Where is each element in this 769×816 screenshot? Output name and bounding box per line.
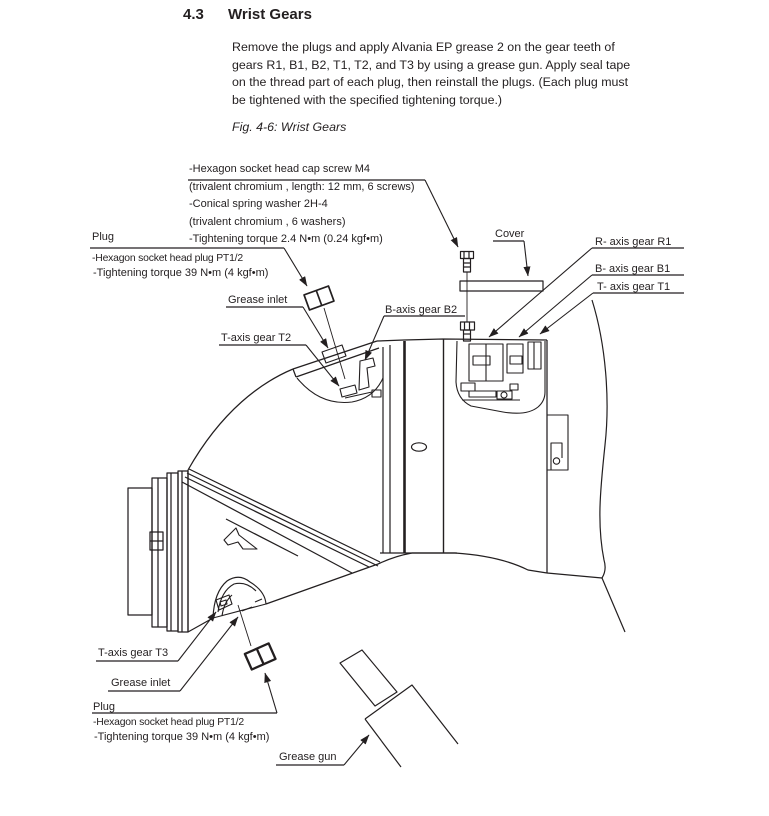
arm-silhouette [592,300,625,632]
bracket-detail [547,415,568,470]
body-line: Remove the plugs and apply Alvania EP grease 2 on the gear teeth of [232,40,615,54]
screw-note-line: -Conical spring washer 2H-4 [189,198,328,211]
body-line: on the thread part of each plug, then reinstall the plugs. (Each plug must [232,75,629,89]
plug-note-top-title: Plug [92,231,115,243]
plug-note-top-line: -Tightening torque 39 N•m (4 kgf•m) [93,267,269,279]
cap-screw-icon [461,252,475,342]
wrist-body [182,339,602,632]
plug-note-bottom-title: Plug [93,701,116,713]
label-gear-t1: T- axis gear T1 [597,281,671,293]
label-gear-r1: R- axis gear R1 [595,236,672,248]
plug-icon-top [304,286,334,310]
body-line: be tightened with the specified tightening torque.) [232,92,503,107]
plug-note-bottom-line: -Hexagon socket head plug PT1/2 [93,717,244,728]
screw-note-line: -Hexagon socket head cap screw M4 [189,163,370,175]
label-cover: Cover [495,228,525,240]
body-paragraph [232,39,630,109]
screw-note-line: (trivalent chromium , 6 washers) [189,215,346,228]
plug-note-bottom-line: -Tightening torque 39 N•m (4 kgf•m) [94,731,270,743]
label-grease-inlet-top: Grease inlet [228,294,288,306]
label-grease-gun: Grease gun [279,751,337,763]
plug-icon-bottom [245,643,276,669]
label-gear-b1: B- axis gear B1 [595,263,671,275]
grease-gun-icon [340,650,458,767]
label-gear-t3: T-axis gear T3 [98,647,169,659]
center-band [380,339,457,553]
screw-note-line: -Tightening torque 2.4 N•m (0.24 kgf•m) [189,233,383,246]
axis-lines [238,272,467,646]
label-gear-t2: T-axis gear T2 [221,332,292,344]
wrist-flange [128,471,188,632]
section-title: Wrist Gears [228,6,312,23]
plug-note-top-line: -Hexagon socket head plug PT1/2 [92,253,243,264]
section-number: 4.3 [183,6,204,23]
screw-note-line: (trivalent chromium , length: 12 mm, 6 screws) [189,180,415,193]
figure-caption: Fig. 4-6: Wrist Gears [232,120,347,134]
label-gear-b2: B-axis gear B2 [385,304,458,316]
dome-t3 [213,577,266,618]
cover-plate [460,281,543,291]
label-grease-inlet-bottom: Grease inlet [111,677,171,689]
screw-note [189,161,415,249]
body-line: gears R1, B1, B2, T1, T2, and T3 by using a grease gun. Apply seal tape [232,57,631,72]
opening-r1-b1-t1 [456,341,545,413]
